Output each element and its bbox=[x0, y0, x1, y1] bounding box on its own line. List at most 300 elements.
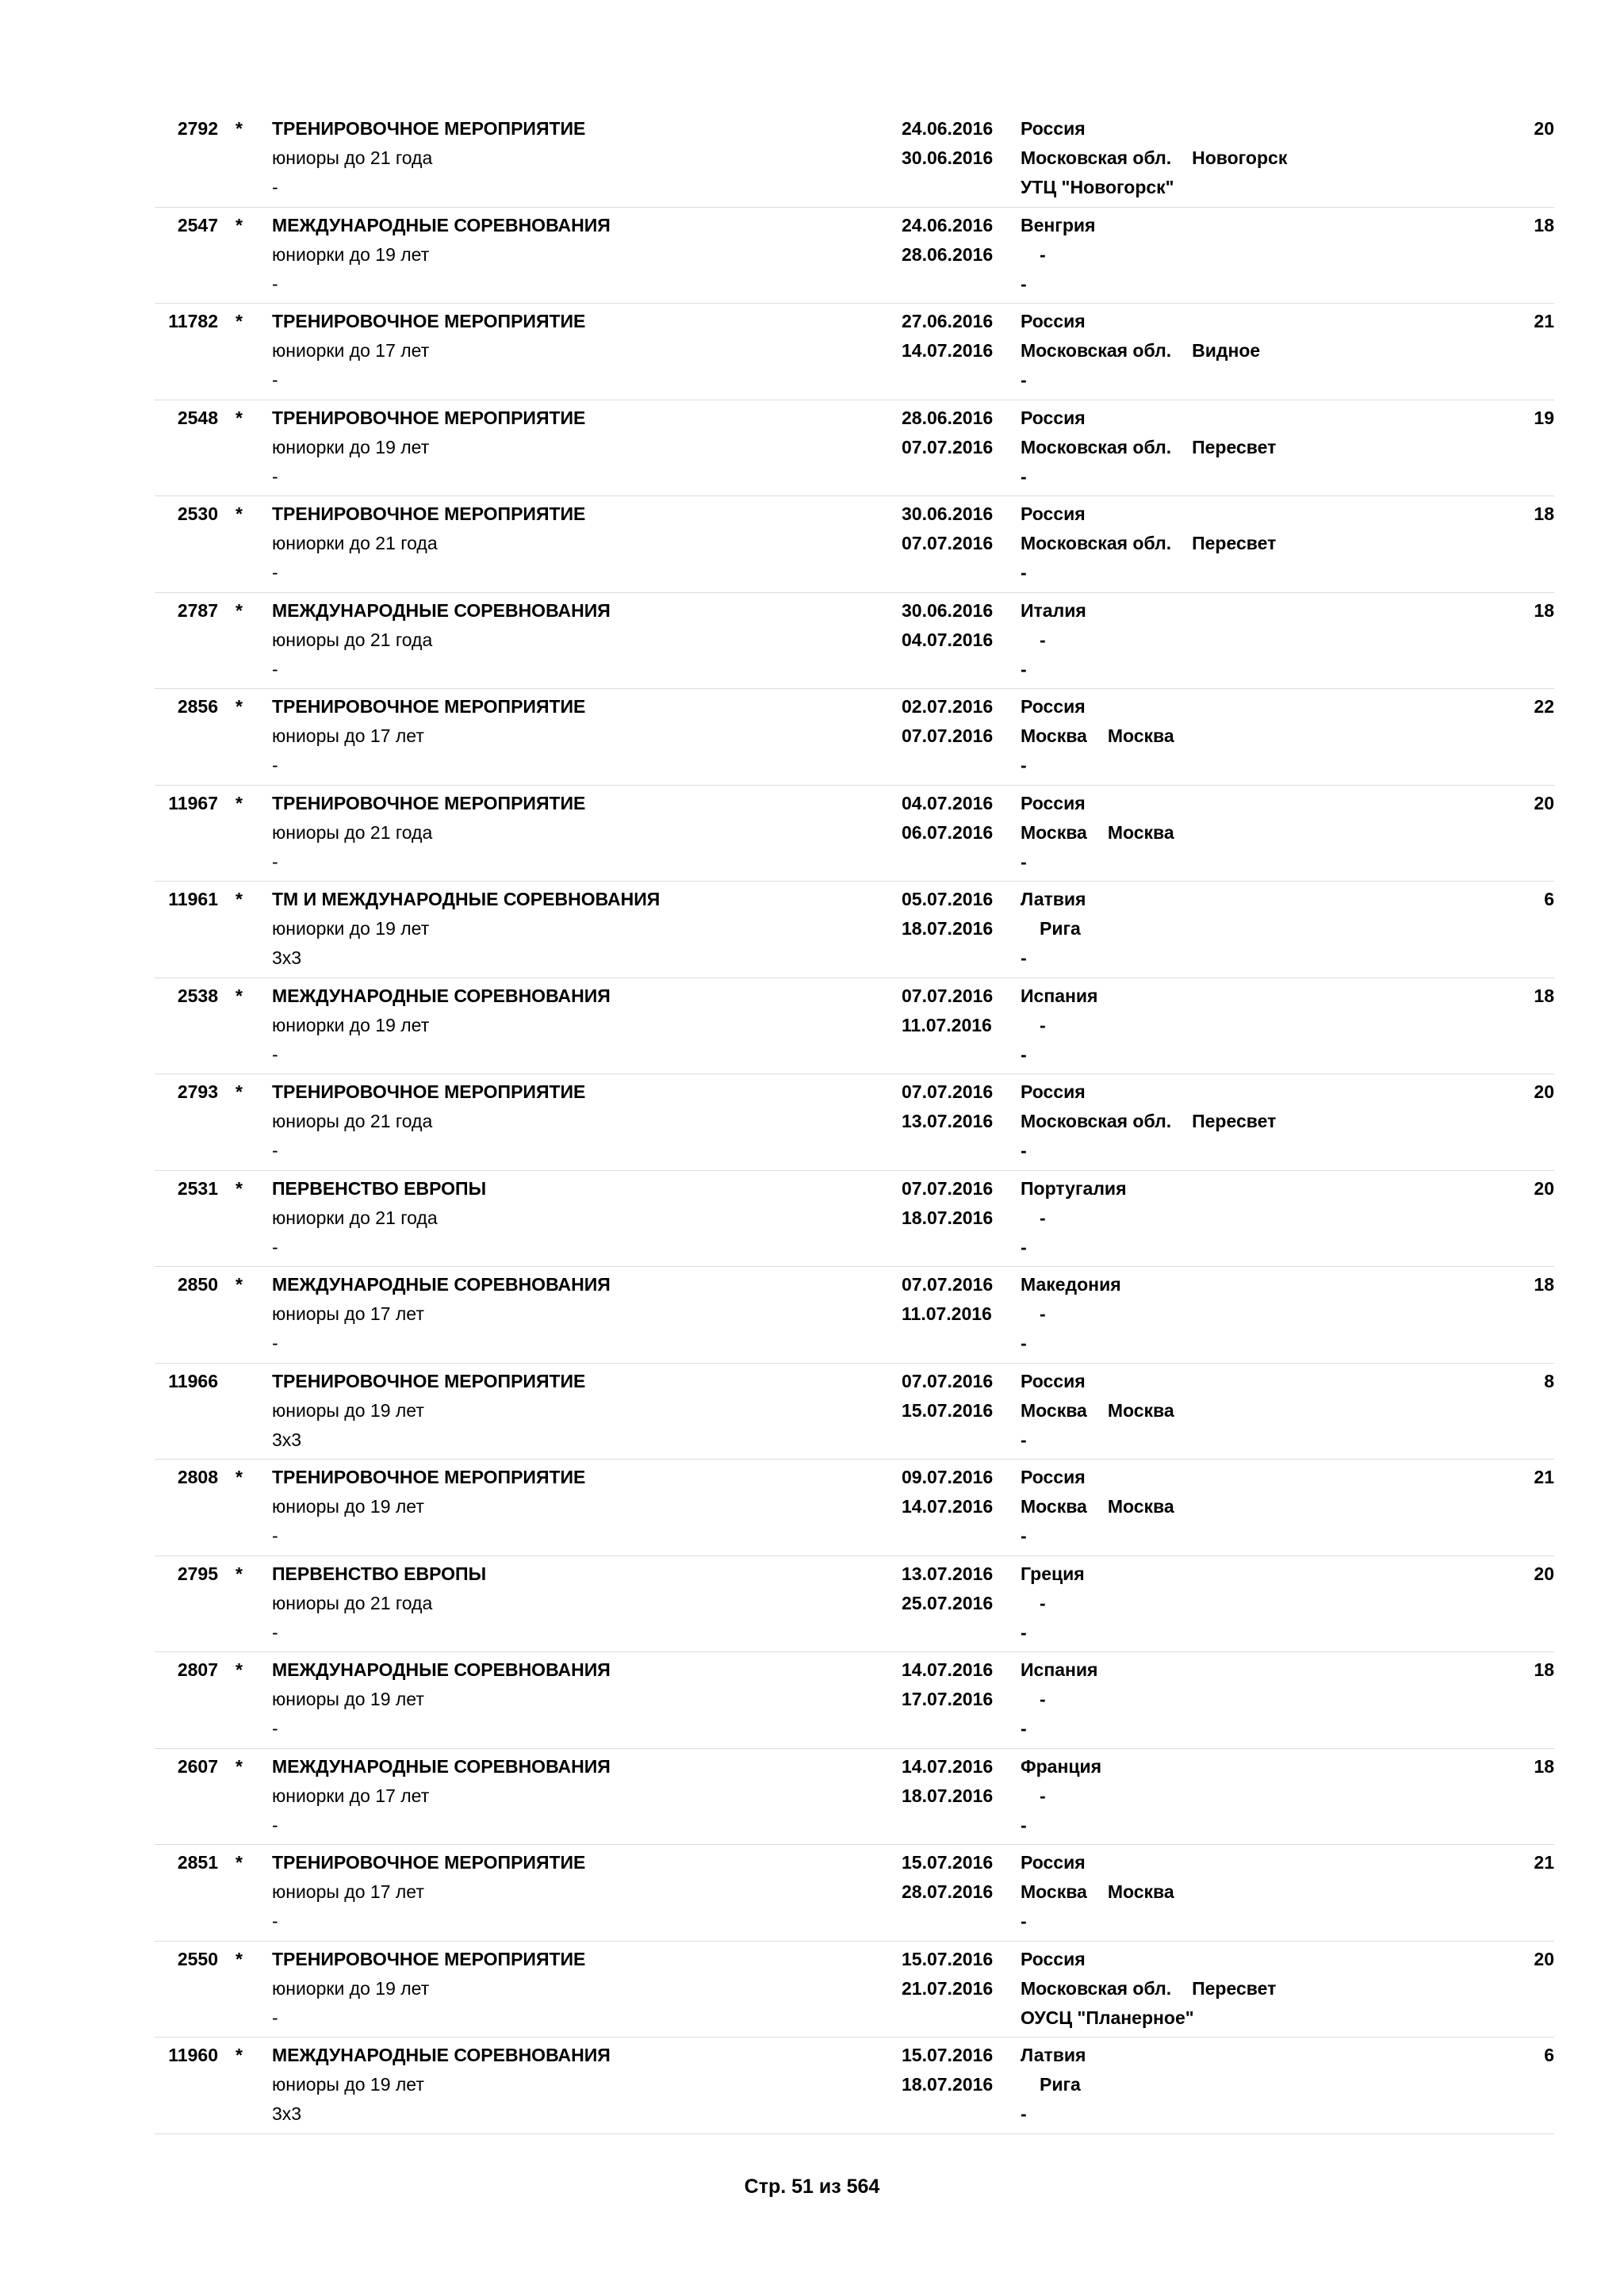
city: - bbox=[1040, 1014, 1046, 1035]
region-city bbox=[1021, 336, 1260, 365]
table-row bbox=[155, 689, 1554, 786]
date-to: 18.07.2016 bbox=[902, 2074, 994, 2095]
event-location bbox=[1021, 404, 1276, 492]
participant-count: 18 bbox=[1534, 599, 1554, 621]
age-group: юниорки до 19 лет bbox=[272, 436, 430, 457]
country: Испания bbox=[1021, 1659, 1098, 1680]
region: Москва bbox=[1021, 1399, 1087, 1421]
event-title: ТРЕНИРОВОЧНОЕ МЕРОПРИЯТИЕ bbox=[272, 1948, 586, 1969]
region: Московская обл. bbox=[1021, 533, 1172, 553]
event-note: - bbox=[272, 562, 278, 583]
age-group: юниоры до 19 лет bbox=[272, 1496, 424, 1517]
region: Москва bbox=[1021, 725, 1087, 746]
age-group: юниоры до 17 лет bbox=[272, 1303, 424, 1324]
age-group: юниорки до 17 лет bbox=[272, 1785, 430, 1806]
star-marker: * bbox=[236, 985, 243, 1006]
event-dates bbox=[902, 692, 993, 751]
date-to: 07.07.2016 bbox=[902, 725, 994, 746]
date-to: 21.07.2016 bbox=[902, 1977, 994, 1999]
star-marker: * bbox=[236, 1659, 243, 1680]
event-id: 2807 bbox=[177, 1659, 218, 1680]
date-to: 18.07.2016 bbox=[902, 1207, 994, 1228]
event-location bbox=[1021, 1270, 1121, 1358]
venue: - bbox=[1021, 1911, 1027, 1931]
participant-count: 18 bbox=[1534, 1274, 1554, 1295]
venue: - bbox=[1021, 658, 1027, 679]
region-city bbox=[1021, 914, 1086, 943]
venue: - bbox=[1021, 851, 1027, 872]
event-note: - bbox=[272, 1525, 278, 1546]
event-id: 2547 bbox=[177, 214, 218, 235]
city: Москва bbox=[1107, 821, 1174, 843]
venue: - bbox=[1021, 465, 1027, 487]
date-from: 04.07.2016 bbox=[902, 792, 994, 813]
event-title: МЕЖДУНАРОДНЫЕ СОРЕВНОВАНИЯ bbox=[272, 985, 611, 1006]
participant-count: 20 bbox=[1534, 1177, 1554, 1199]
venue: - bbox=[1021, 562, 1027, 583]
table-row bbox=[155, 2038, 1554, 2134]
event-note: - bbox=[272, 1043, 278, 1065]
age-group: юниоры до 19 лет bbox=[272, 1399, 424, 1421]
region-city bbox=[1021, 1589, 1085, 1618]
event-info bbox=[272, 307, 585, 395]
date-from: 07.07.2016 bbox=[902, 1081, 994, 1102]
event-location bbox=[1021, 1655, 1097, 1743]
event-title: ПЕРВЕНСТВО ЕВРОПЫ bbox=[272, 1563, 487, 1584]
date-to: 07.07.2016 bbox=[902, 533, 994, 553]
date-to: 18.07.2016 bbox=[902, 918, 994, 939]
event-id: 2548 bbox=[177, 407, 218, 428]
venue: - bbox=[1021, 1814, 1027, 1835]
event-dates bbox=[902, 1077, 993, 1136]
region: Москва bbox=[1021, 1496, 1087, 1517]
event-id: 2550 bbox=[177, 1948, 218, 1969]
star-marker: * bbox=[236, 311, 243, 331]
region-city bbox=[1021, 1299, 1121, 1329]
event-info bbox=[272, 1463, 585, 1551]
city: - bbox=[1040, 243, 1046, 265]
region: Московская обл. bbox=[1021, 1111, 1172, 1131]
event-info bbox=[272, 1752, 611, 1840]
star-marker: * bbox=[236, 889, 243, 909]
date-from: 30.06.2016 bbox=[902, 599, 994, 621]
star-marker: * bbox=[236, 792, 243, 813]
date-from: 09.07.2016 bbox=[902, 1467, 994, 1487]
event-dates bbox=[902, 1752, 993, 1811]
event-id: 2530 bbox=[177, 503, 218, 524]
venue: - bbox=[1021, 1525, 1027, 1546]
city: Пересвет bbox=[1192, 1111, 1277, 1131]
city: - bbox=[1040, 629, 1046, 650]
event-info bbox=[272, 1077, 585, 1165]
event-id: 11960 bbox=[168, 2045, 218, 2065]
date-from: 24.06.2016 bbox=[902, 214, 994, 235]
venue: - bbox=[1021, 1140, 1027, 1161]
event-id: 2607 bbox=[177, 1755, 218, 1777]
table-row bbox=[155, 1267, 1554, 1364]
event-title: ТРЕНИРОВОЧНОЕ МЕРОПРИЯТИЕ bbox=[272, 1081, 586, 1102]
event-location bbox=[1021, 1559, 1085, 1647]
table-row bbox=[155, 496, 1554, 593]
page-number: Стр. 51 из 564 bbox=[744, 2175, 880, 2198]
event-location bbox=[1021, 1463, 1174, 1551]
event-title: ТРЕНИРОВОЧНОЕ МЕРОПРИЯТИЕ bbox=[272, 118, 586, 139]
date-to: 06.07.2016 bbox=[902, 821, 994, 843]
country: Россия bbox=[1021, 1081, 1086, 1102]
venue: - bbox=[1021, 1429, 1027, 1450]
venue: - bbox=[1021, 947, 1027, 968]
country: Испания bbox=[1021, 985, 1098, 1006]
event-dates bbox=[902, 885, 993, 943]
age-group: юниоры до 21 года bbox=[272, 1111, 433, 1131]
date-to: 25.07.2016 bbox=[902, 1592, 994, 1613]
event-info bbox=[272, 692, 585, 780]
city: - bbox=[1040, 1303, 1046, 1324]
event-dates bbox=[902, 499, 993, 558]
date-from: 14.07.2016 bbox=[902, 1659, 994, 1680]
city: Новогорск bbox=[1192, 147, 1288, 168]
country: Россия bbox=[1021, 792, 1086, 813]
event-note: 3х3 bbox=[272, 1429, 302, 1450]
region: Московская обл. bbox=[1021, 147, 1172, 168]
venue: - bbox=[1021, 1621, 1027, 1643]
date-to: 30.06.2016 bbox=[902, 147, 994, 168]
age-group: юниоры до 17 лет bbox=[272, 1881, 424, 1902]
event-title: ТРЕНИРОВОЧНОЕ МЕРОПРИЯТИЕ bbox=[272, 407, 586, 428]
star-marker: * bbox=[236, 1274, 243, 1295]
event-note: - bbox=[272, 2007, 278, 2028]
event-dates bbox=[902, 1174, 993, 1233]
age-group: юниоры до 21 года bbox=[272, 821, 433, 843]
city: Москва bbox=[1107, 1881, 1174, 1902]
table-row bbox=[155, 1845, 1554, 1942]
event-location bbox=[1021, 1077, 1276, 1165]
table-row bbox=[155, 1074, 1554, 1171]
page-footer bbox=[0, 2175, 1624, 2198]
event-title: МЕЖДУНАРОДНЫЕ СОРЕВНОВАНИЯ bbox=[272, 2045, 611, 2065]
date-from: 13.07.2016 bbox=[902, 1563, 994, 1584]
event-dates bbox=[902, 307, 993, 365]
date-to: 28.06.2016 bbox=[902, 243, 994, 265]
event-note: - bbox=[272, 273, 278, 294]
city: Рига bbox=[1040, 2074, 1081, 2095]
venue: - bbox=[1021, 1236, 1027, 1257]
date-from: 24.06.2016 bbox=[902, 118, 994, 139]
event-dates bbox=[902, 1270, 993, 1329]
event-id: 2856 bbox=[177, 696, 218, 717]
country: Россия bbox=[1021, 311, 1086, 331]
event-location bbox=[1021, 885, 1086, 973]
country: Россия bbox=[1021, 1852, 1086, 1873]
date-to: 11.07.2016 bbox=[902, 1303, 992, 1324]
country: Венгрия bbox=[1021, 214, 1096, 235]
date-to: 18.07.2016 bbox=[902, 1785, 994, 1806]
event-location bbox=[1021, 596, 1086, 684]
city: - bbox=[1040, 1689, 1046, 1709]
country: Россия bbox=[1021, 1467, 1086, 1487]
event-info bbox=[272, 885, 660, 973]
participant-count: 21 bbox=[1534, 1467, 1554, 1487]
star-marker: * bbox=[236, 503, 243, 524]
country: Португалия bbox=[1021, 1177, 1127, 1199]
event-location bbox=[1021, 1848, 1174, 1936]
star-marker: * bbox=[236, 1563, 243, 1584]
participant-count: 22 bbox=[1534, 696, 1554, 717]
table-row bbox=[155, 1364, 1554, 1460]
date-from: 30.06.2016 bbox=[902, 503, 994, 524]
event-dates bbox=[902, 982, 993, 1040]
event-info bbox=[272, 1655, 611, 1743]
date-from: 02.07.2016 bbox=[902, 696, 994, 717]
region-city bbox=[1021, 1107, 1276, 1136]
table-row bbox=[155, 882, 1554, 978]
age-group: юниоры до 21 года bbox=[272, 629, 433, 650]
age-group: юниоры до 21 года bbox=[272, 1592, 433, 1613]
event-title: МЕЖДУНАРОДНЫЕ СОРЕВНОВАНИЯ bbox=[272, 1755, 611, 1777]
table-row bbox=[155, 400, 1554, 497]
region-city bbox=[1021, 1877, 1174, 1907]
table-row bbox=[155, 1652, 1554, 1749]
participant-count: 20 bbox=[1534, 1948, 1554, 1969]
date-to: 11.07.2016 bbox=[902, 1014, 992, 1035]
event-note: 3х3 bbox=[272, 2103, 302, 2124]
event-dates bbox=[902, 1945, 993, 2003]
region-city bbox=[1021, 1685, 1097, 1714]
date-from: 07.07.2016 bbox=[902, 985, 994, 1006]
age-group: юниорки до 19 лет bbox=[272, 918, 430, 939]
event-info bbox=[272, 596, 611, 684]
city: - bbox=[1040, 1207, 1046, 1228]
event-dates bbox=[902, 1559, 993, 1618]
event-info bbox=[272, 2041, 611, 2129]
table-row bbox=[155, 111, 1554, 208]
event-note: - bbox=[272, 1911, 278, 1931]
event-title: ТРЕНИРОВОЧНОЕ МЕРОПРИЯТИЕ bbox=[272, 1370, 586, 1391]
date-from: 27.06.2016 bbox=[902, 311, 994, 331]
date-from: 07.07.2016 bbox=[902, 1370, 994, 1391]
star-marker: * bbox=[236, 118, 243, 139]
participant-count: 21 bbox=[1534, 311, 1554, 331]
region-city bbox=[1021, 1492, 1174, 1521]
date-from: 28.06.2016 bbox=[902, 407, 994, 428]
event-info bbox=[272, 499, 585, 587]
event-id: 2795 bbox=[177, 1563, 218, 1584]
star-marker: * bbox=[236, 1177, 243, 1199]
event-info bbox=[272, 982, 611, 1070]
star-marker: * bbox=[236, 407, 243, 428]
event-note: - bbox=[272, 1236, 278, 1257]
event-dates bbox=[902, 789, 993, 848]
city: Пересвет bbox=[1192, 436, 1277, 457]
region-city bbox=[1021, 1396, 1174, 1425]
region-city bbox=[1021, 1974, 1276, 2003]
event-id: 2793 bbox=[177, 1081, 218, 1102]
city: - bbox=[1040, 1785, 1046, 1806]
region: Москва bbox=[1021, 821, 1087, 843]
country: Россия bbox=[1021, 118, 1086, 139]
event-id: 2531 bbox=[177, 1177, 218, 1199]
region-city bbox=[1021, 1781, 1101, 1811]
city: Рига bbox=[1040, 918, 1081, 939]
region-city bbox=[1021, 144, 1287, 173]
event-title: МЕЖДУНАРОДНЫЕ СОРЕВНОВАНИЯ bbox=[272, 1274, 611, 1295]
event-note: - bbox=[272, 1333, 278, 1353]
age-group: юниорки до 21 года bbox=[272, 533, 438, 553]
date-from: 15.07.2016 bbox=[902, 1948, 994, 1969]
event-note: - bbox=[272, 1718, 278, 1739]
event-location bbox=[1021, 1367, 1174, 1455]
age-group: юниоры до 19 лет bbox=[272, 1689, 424, 1709]
event-dates bbox=[902, 404, 993, 462]
star-marker: * bbox=[236, 2045, 243, 2065]
country: Италия bbox=[1021, 599, 1086, 621]
participant-count: 8 bbox=[1544, 1370, 1554, 1391]
region-city bbox=[1021, 529, 1276, 558]
city: Пересвет bbox=[1192, 1977, 1277, 1999]
participant-count: 18 bbox=[1534, 1755, 1554, 1777]
date-from: 15.07.2016 bbox=[902, 2045, 994, 2065]
table-row bbox=[155, 1749, 1554, 1846]
region: Москва bbox=[1021, 1881, 1087, 1902]
event-id: 11966 bbox=[168, 1370, 218, 1391]
region-city bbox=[1021, 240, 1095, 270]
event-location bbox=[1021, 789, 1174, 877]
region-city bbox=[1021, 721, 1174, 751]
country: Латвия bbox=[1021, 2045, 1086, 2065]
event-id: 2787 bbox=[177, 599, 218, 621]
event-dates bbox=[902, 1367, 993, 1425]
event-title: ТРЕНИРОВОЧНОЕ МЕРОПРИЯТИЕ bbox=[272, 311, 586, 331]
event-note: 3х3 bbox=[272, 947, 302, 968]
participant-count: 20 bbox=[1534, 1081, 1554, 1102]
region-city bbox=[1021, 626, 1086, 655]
participant-count: 20 bbox=[1534, 118, 1554, 139]
participant-count: 6 bbox=[1544, 2045, 1554, 2065]
event-location bbox=[1021, 1945, 1276, 2033]
participant-count: 18 bbox=[1534, 985, 1554, 1006]
event-info bbox=[272, 789, 585, 877]
date-to: 04.07.2016 bbox=[902, 629, 994, 650]
event-note: - bbox=[272, 465, 278, 487]
region-city bbox=[1021, 818, 1174, 848]
event-location bbox=[1021, 982, 1097, 1070]
event-id: 11967 bbox=[168, 792, 218, 813]
event-title: ТРЕНИРОВОЧНОЕ МЕРОПРИЯТИЕ bbox=[272, 792, 586, 813]
date-to: 13.07.2016 bbox=[902, 1111, 994, 1131]
country: Франция bbox=[1021, 1755, 1102, 1777]
date-to: 14.07.2016 bbox=[902, 340, 994, 361]
date-from: 05.07.2016 bbox=[902, 889, 994, 909]
region: Московская обл. bbox=[1021, 436, 1172, 457]
table-row bbox=[155, 1460, 1554, 1556]
venue: - bbox=[1021, 2103, 1027, 2124]
event-id: 2851 bbox=[177, 1852, 218, 1873]
date-from: 14.07.2016 bbox=[902, 1755, 994, 1777]
event-note: - bbox=[272, 1621, 278, 1643]
event-info bbox=[272, 1848, 585, 1936]
event-info bbox=[272, 1559, 486, 1647]
star-marker: * bbox=[236, 1852, 243, 1873]
event-location bbox=[1021, 2041, 1086, 2129]
region: Московская обл. bbox=[1021, 340, 1172, 361]
date-from: 15.07.2016 bbox=[902, 1852, 994, 1873]
event-id: 2850 bbox=[177, 1274, 218, 1295]
city: Москва bbox=[1107, 1399, 1174, 1421]
star-marker: * bbox=[236, 1467, 243, 1487]
event-info bbox=[272, 211, 611, 299]
star-marker: * bbox=[236, 599, 243, 621]
venue: - bbox=[1021, 369, 1027, 390]
event-location bbox=[1021, 114, 1287, 202]
event-title: МЕЖДУНАРОДНЫЕ СОРЕВНОВАНИЯ bbox=[272, 1659, 611, 1680]
event-title: ТРЕНИРОВОЧНОЕ МЕРОПРИЯТИЕ bbox=[272, 1852, 586, 1873]
event-title: ТРЕНИРОВОЧНОЕ МЕРОПРИЯТИЕ bbox=[272, 503, 586, 524]
country: Греция bbox=[1021, 1563, 1085, 1584]
event-dates bbox=[902, 2041, 993, 2099]
event-id: 11961 bbox=[168, 889, 218, 909]
participant-count: 20 bbox=[1534, 1563, 1554, 1584]
age-group: юниоры до 21 года bbox=[272, 147, 433, 168]
table-row bbox=[155, 978, 1554, 1075]
event-location bbox=[1021, 1752, 1101, 1840]
country: Россия bbox=[1021, 696, 1086, 717]
table-row bbox=[155, 1942, 1554, 2038]
event-dates bbox=[902, 1463, 993, 1521]
event-title: ТРЕНИРОВОЧНОЕ МЕРОПРИЯТИЕ bbox=[272, 696, 586, 717]
table-row bbox=[155, 208, 1554, 304]
venue: - bbox=[1021, 1718, 1027, 1739]
city: Видное bbox=[1192, 340, 1261, 361]
participant-count: 6 bbox=[1544, 889, 1554, 909]
star-marker: * bbox=[236, 214, 243, 235]
table-row bbox=[155, 1171, 1554, 1268]
event-note: - bbox=[272, 851, 278, 872]
city: Москва bbox=[1107, 725, 1174, 746]
venue: ОУСЦ "Планерное" bbox=[1021, 2007, 1194, 2028]
event-info bbox=[272, 1174, 486, 1262]
event-note: - bbox=[272, 1140, 278, 1161]
participant-count: 19 bbox=[1534, 407, 1554, 428]
table-row bbox=[155, 1556, 1554, 1653]
age-group: юниорки до 19 лет bbox=[272, 1977, 430, 1999]
participant-count: 18 bbox=[1534, 503, 1554, 524]
event-dates bbox=[902, 596, 993, 655]
event-note: - bbox=[272, 177, 278, 197]
region-city bbox=[1021, 1203, 1127, 1233]
event-title: ТРЕНИРОВОЧНОЕ МЕРОПРИЯТИЕ bbox=[272, 1467, 586, 1487]
date-to: 14.07.2016 bbox=[902, 1496, 994, 1517]
event-id: 2808 bbox=[177, 1467, 218, 1487]
event-id: 2538 bbox=[177, 985, 218, 1006]
participant-count: 20 bbox=[1534, 792, 1554, 813]
event-title: ПЕРВЕНСТВО ЕВРОПЫ bbox=[272, 1177, 487, 1199]
city: Пересвет bbox=[1192, 533, 1277, 553]
age-group: юниоры до 19 лет bbox=[272, 2074, 424, 2095]
venue: - bbox=[1021, 273, 1027, 294]
event-info bbox=[272, 114, 585, 202]
table-row bbox=[155, 786, 1554, 882]
date-to: 07.07.2016 bbox=[902, 436, 994, 457]
event-location bbox=[1021, 307, 1260, 395]
age-group: юниорки до 21 года bbox=[272, 1207, 438, 1228]
region-city bbox=[1021, 1011, 1097, 1040]
star-marker: * bbox=[236, 696, 243, 717]
star-marker: * bbox=[236, 1755, 243, 1777]
event-title: МЕЖДУНАРОДНЫЕ СОРЕВНОВАНИЯ bbox=[272, 214, 611, 235]
city: Москва bbox=[1107, 1496, 1174, 1517]
region-city bbox=[1021, 2070, 1086, 2099]
event-dates bbox=[902, 114, 993, 173]
